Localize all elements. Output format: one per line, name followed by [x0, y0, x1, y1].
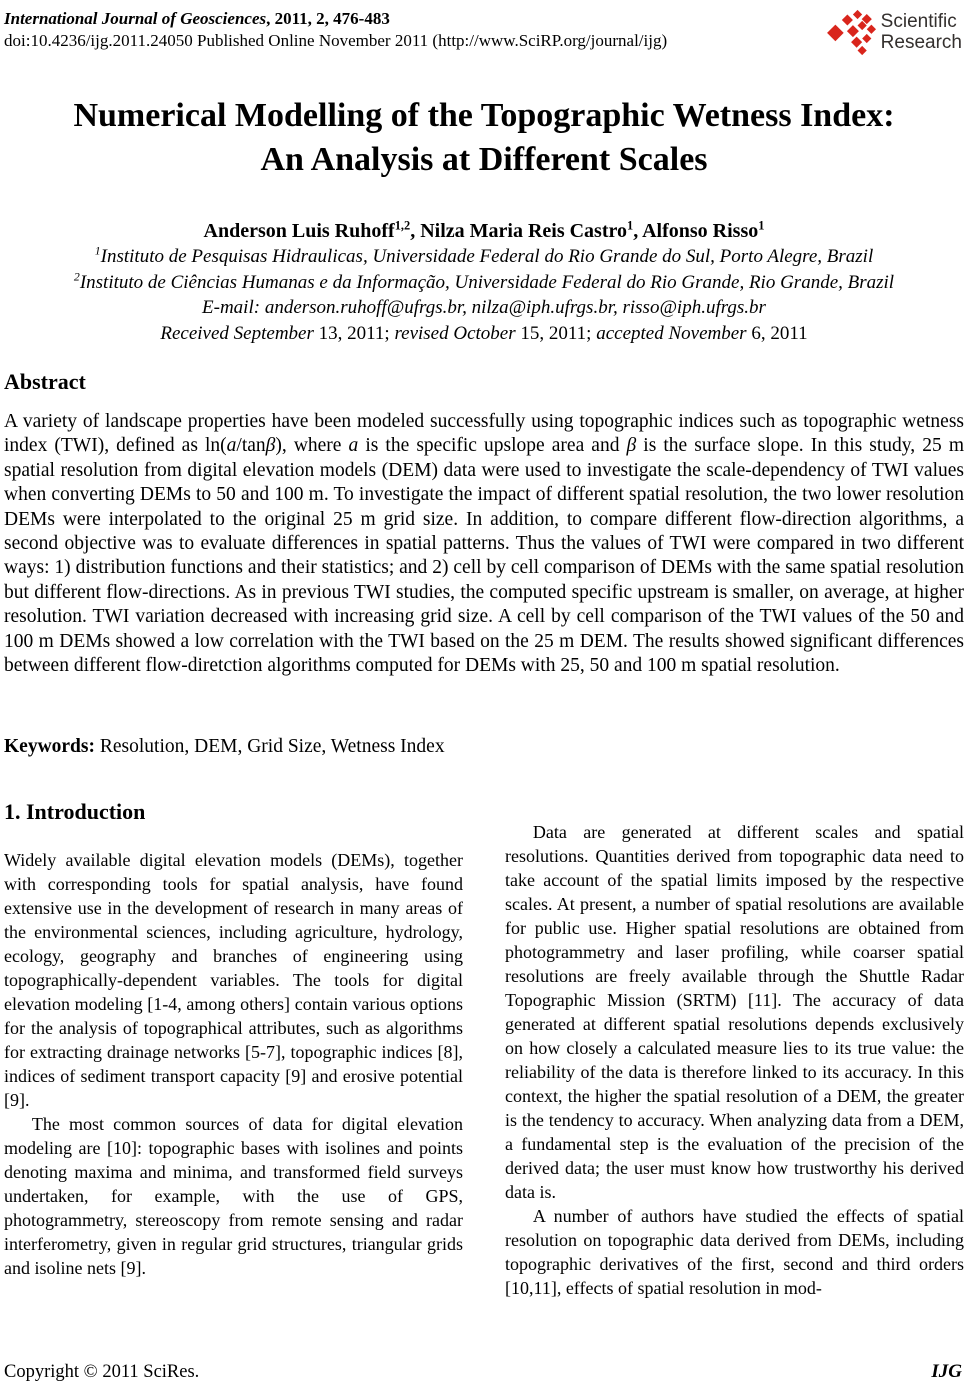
- paper-title: [4, 94, 964, 182]
- copyright-notice: Copyright © 2011 SciRes.: [4, 1362, 200, 1382]
- scirp-diamonds-icon: [825, 8, 879, 56]
- introduction-heading: 1. Introduction: [4, 799, 146, 825]
- received-line: Received September 13, 2011; revised October 15, 2011; accepted November 6, 2011: [160, 322, 808, 344]
- publisher-name: [881, 11, 962, 53]
- keywords-label: Keywords:: [4, 736, 95, 758]
- journal-citation-line: International Journal of Geosciences, 2011, 2, 476-483: [4, 9, 390, 28]
- doi-line: doi:10.4236/ijg.2011.24050 Published Online November 2011 (http://www.SciRP.org/journal/ijg): [4, 31, 668, 50]
- keywords-line: [4, 734, 964, 760]
- journal-abbreviation: IJG: [931, 1361, 962, 1382]
- publisher-name-line2: Research: [880, 32, 962, 53]
- publisher-logo: [825, 8, 962, 56]
- page-footer: [4, 1357, 962, 1383]
- intro-paragraph-4: A number of authors have studied the effects of spatial resolution on topographic data derived from DEMs, including topographic derivatives of the first, second and third orders [10,11], effects of spatial resolution in mod-: [505, 1206, 964, 1299]
- intro-paragraph-2: The most common sources of data for digital elevation modeling are [10]: topographic bases with isolines and points denoting maxima and minima, and transformed field surveys undertaken, for example, with the use of GPS, photogrammetry, stereoscopy from remote sensing and radar interferometry, given in regular grid structures, triangular grids and isoline nets [9].: [4, 1114, 463, 1279]
- authors-line: Anderson Luis Ruhoff$^{1,2}$, Nilza Maria Reis Castro$^1$, Alfonso Risso$^1$: [203, 218, 765, 242]
- journal-citation-block: [4, 8, 667, 52]
- paper-title-line1: Numerical Modelling of the Topographic Wetness Index:: [73, 97, 895, 134]
- keywords-text: Resolution, DEM, Grid Size, Wetness Index: [95, 736, 445, 758]
- affiliation-2: $^2$Instituto de Ciências Humanas e da Informação, Universidade Federal do Rio Grande, Rio Grande, Brazil: [73, 270, 895, 293]
- page-header: [4, 8, 964, 56]
- email-line: E-mail: anderson.ruhoff@ufrgs.br, nilza@iph.ufrgs.br, risso@iph.ufrgs.br: [202, 297, 766, 318]
- abstract-heading: Abstract: [4, 369, 86, 394]
- right-column: [505, 798, 964, 1300]
- body-columns: [4, 798, 964, 1300]
- intro-paragraph-3: Data are generated at different scales and spatial resolutions. Quantities derived from topographic data need to take account of the spatial limits imposed by the respective scales. At present, a number of spatial resolutions are available for public use. Higher spatial resolutions are obtained from photogrammetry and laser profiling, while coarser spatial resolutions are freely available through the Shuttle Radar Topographic Mission (SRTM) [11]. The accuracy of data generated at different spatial resolutions depends exclusively on how closely a calculated measure lies to its true value: the reliability of the data is therefore linked to its accuracy. In this context, the higher the spatial resolution of a DEM, the greater is the tendency to accuracy. When analyzing data from a DEM, a fundamental step is the evaluation of the precision of the derived data; the user must know how trustworthy his derived data is.: [505, 822, 964, 1203]
- byline-block: [4, 218, 964, 346]
- abstract-text: A variety of landscape properties have been modeled successfully using topographic indices such as topographic wetness index (TWI), defined as ln(a/tanβ), where a is the specific upslope area and β is the surface slope. In this study, 25 m spatial resolution from digital elevation models (DEM) data were used to investigate the scale-dependency of TWI values when converting DEMs to 50 and 100 m. To investigate the impact of different spatial resolution, the two lower resolution DEMs were interpolated to the original 25 m grid size. In addition, to compare different flow-direction algorithms, a second objective was to evaluate differences in spatial patterns. Thus the values of TWI were compared in two different ways: 1) distribution functions and their statistics; and 2) cell by cell comparison of DEMs with the same spatial resolution but different flow-directions. As in previous TWI studies, the computed specific upstream is smaller, on average, at higher resolution. TWI variation decreased with increasing grid size. A cell by cell comparison of the TWI values of the 50 and 100 m DEMs showed a low correlation with the TWI based on the 25 m DEM. The results showed significant differences between different flow-diretction algorithms computed for DEMs with 25, 50 and 100 m spatial resolution.: [4, 411, 964, 677]
- affiliation-1: $^1$Instituto de Pesquisas Hidraulicas, Universidade Federal do Rio Grande do Sul, Porto Alegre, Brazil: [94, 244, 874, 267]
- left-column: [4, 798, 463, 1300]
- intro-paragraph-1: Widely available digital elevation models (DEMs), together with corresponding tools for spatial analysis, have found extensive use in the development of research in many areas of the environmental sciences, including agriculture, hydrology, ecology, geography and branches of engineering using topographically-dependent variables. The tools for digital elevation modeling [1-4, among others] contain various options for the analysis of topographical attributes, such as algorithms for extracting drainage networks [5-7], topographic indices [8], indices of sediment transport capacity [9] and erosive potential [9].: [4, 850, 463, 1111]
- paper-title-line2: An Analysis at Different Scales: [260, 141, 708, 178]
- publisher-name-line1: Scientific: [880, 11, 957, 32]
